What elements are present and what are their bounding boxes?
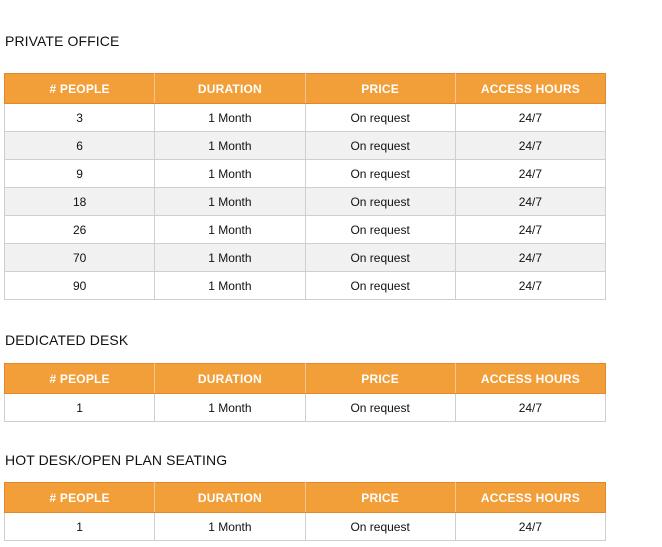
cell-people: 3 — [5, 104, 155, 132]
header-access-hours: ACCESS HOURS — [455, 364, 605, 394]
private-office-table — [4, 73, 606, 300]
cell-access-hours: 24/7 — [455, 272, 605, 300]
table-row — [5, 104, 606, 132]
cell-price: On request — [305, 216, 455, 244]
header-access-hours: ACCESS HOURS — [455, 74, 605, 104]
table-row — [5, 244, 606, 272]
header-price: PRICE — [305, 483, 455, 513]
section-title-private-office: PRIVATE OFFICE — [5, 33, 120, 49]
cell-price: On request — [305, 513, 455, 541]
cell-access-hours: 24/7 — [455, 132, 605, 160]
table-row — [5, 513, 606, 541]
section-title-dedicated-desk: DEDICATED DESK — [5, 332, 129, 348]
cell-access-hours: 24/7 — [455, 104, 605, 132]
header-access-hours: ACCESS HOURS — [455, 483, 605, 513]
cell-people: 26 — [5, 216, 155, 244]
cell-people: 1 — [5, 394, 155, 422]
cell-price: On request — [305, 160, 455, 188]
cell-price: On request — [305, 188, 455, 216]
table-header-row — [5, 364, 606, 394]
dedicated-desk-table — [4, 363, 606, 422]
cell-people: 1 — [5, 513, 155, 541]
table-row — [5, 394, 606, 422]
table-row — [5, 216, 606, 244]
cell-duration: 1 Month — [155, 244, 305, 272]
cell-duration: 1 Month — [155, 104, 305, 132]
header-people: # PEOPLE — [5, 364, 155, 394]
cell-access-hours: 24/7 — [455, 513, 605, 541]
header-people: # PEOPLE — [5, 74, 155, 104]
table-row — [5, 272, 606, 300]
cell-access-hours: 24/7 — [455, 160, 605, 188]
cell-duration: 1 Month — [155, 216, 305, 244]
header-duration: DURATION — [155, 483, 305, 513]
table-row — [5, 132, 606, 160]
cell-duration: 1 Month — [155, 160, 305, 188]
cell-access-hours: 24/7 — [455, 188, 605, 216]
header-people: # PEOPLE — [5, 483, 155, 513]
cell-people: 9 — [5, 160, 155, 188]
cell-access-hours: 24/7 — [455, 244, 605, 272]
cell-people: 90 — [5, 272, 155, 300]
cell-people: 18 — [5, 188, 155, 216]
table-row — [5, 188, 606, 216]
table-header-row — [5, 74, 606, 104]
cell-price: On request — [305, 272, 455, 300]
table-row — [5, 160, 606, 188]
cell-duration: 1 Month — [155, 132, 305, 160]
hot-desk-table — [4, 482, 606, 541]
header-price: PRICE — [305, 364, 455, 394]
cell-price: On request — [305, 132, 455, 160]
cell-duration: 1 Month — [155, 394, 305, 422]
header-price: PRICE — [305, 74, 455, 104]
section-title-hot-desk: HOT DESK/OPEN PLAN SEATING — [5, 452, 228, 468]
header-duration: DURATION — [155, 364, 305, 394]
cell-access-hours: 24/7 — [455, 394, 605, 422]
cell-people: 70 — [5, 244, 155, 272]
header-duration: DURATION — [155, 74, 305, 104]
cell-price: On request — [305, 244, 455, 272]
cell-duration: 1 Month — [155, 188, 305, 216]
table-header-row — [5, 483, 606, 513]
cell-duration: 1 Month — [155, 513, 305, 541]
cell-price: On request — [305, 104, 455, 132]
cell-people: 6 — [5, 132, 155, 160]
cell-duration: 1 Month — [155, 272, 305, 300]
cell-price: On request — [305, 394, 455, 422]
cell-access-hours: 24/7 — [455, 216, 605, 244]
